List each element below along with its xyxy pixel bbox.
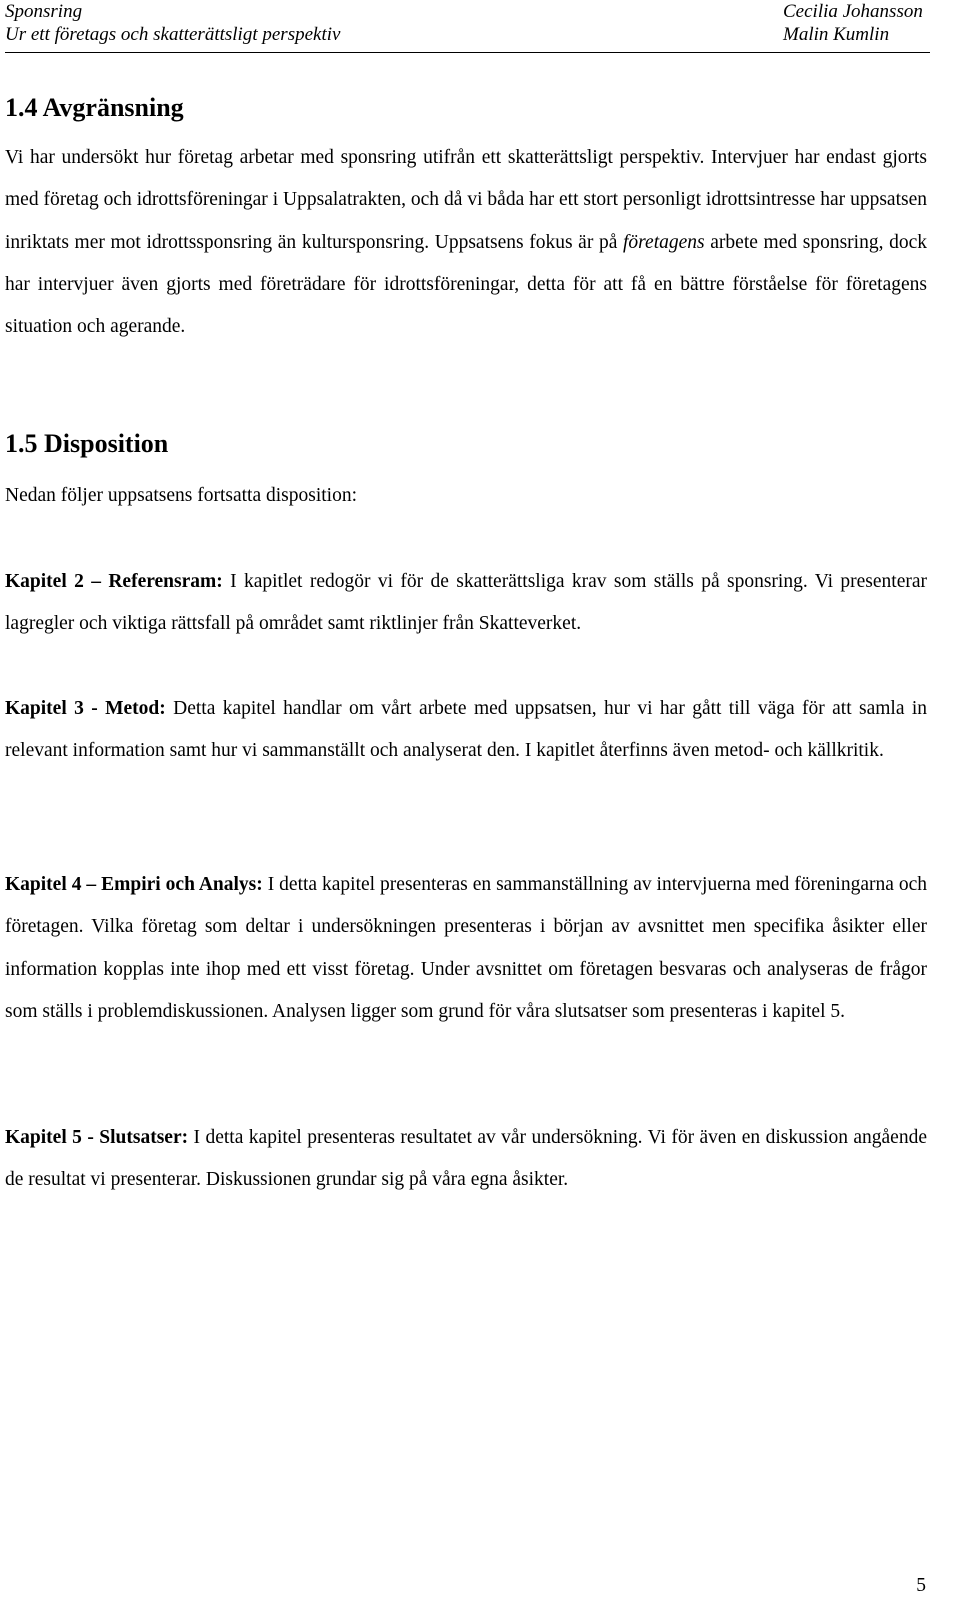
avgransning-text-a: Vi har undersökt hur företag arbetar med sponsring utifrån ett skatterättsligt perspektiv. Intervjuer har endast gjorts med företag och idrottsföreningar i Uppsalatrakten, och då vi båda har ett stort personligt idrottsintresse har uppsatsen inriktats mer mot idrottssponsring än kultursponsring. Uppsatsens fokus är på [5,147,927,253]
chapter-3-text: Detta kapitel handlar om vårt arbete med uppsatsen, hur vi har gått till väga för att samla in relevant information samt hur vi sammanställt och analyserat den. I kapitlet återfinns även metod- och källkritik. [5,698,928,762]
page-header [5,0,930,53]
chapter-2-text: I kapitlet redogör vi för de skatterättsliga krav som ställs på sponsring. Vi presenterar lagregler och viktiga rättsfall på området samt riktlinjer från Skatteverket. [5,571,928,635]
header-left [5,0,340,46]
heading-avgransning: 1.4 Avgränsning [5,93,184,122]
avgransning-emphasis: företagens [623,231,705,253]
chapter-4-label: Kapitel 4 – Empiri och Analys: [5,874,263,895]
chapter-3-label: Kapitel 3 - Metod: [5,698,166,719]
chapter-5-label: Kapitel 5 - Slutsatser: [5,1127,189,1148]
chapter-3-paragraph [5,688,927,773]
header-author-2: Malin Kumlin [783,24,890,45]
chapter-5-text: I detta kapitel presenteras resultatet av vår undersökning. Vi för även en diskussion angående de resultat vi presenterar. Diskussionen grundar sig på våra egna åsikter. [5,1127,927,1191]
page-number: 5 [916,1575,926,1596]
chapter-2-paragraph [5,561,927,646]
chapter-5-paragraph [5,1117,927,1202]
chapter-4-text: I detta kapitel presenteras en sammanställning av intervjuerna med föreningarna och företagen. Vilka företag som deltar i undersökningen presenteras i början av avsnittet men specifika åsikter eller information kopplas inte ihop med ett visst företag. Under avsnittet om företagen besvaras och analyseras de frågor som ställs i problemdiskussionen. Analysen ligger som grund för våra slutsatser som presenteras i kapitel 5. [5,874,927,1022]
header-author-1: Cecilia Johansson [783,1,923,22]
paragraph-avgransning [5,137,927,348]
header-right [783,0,923,46]
heading-disposition: 1.5 Disposition [5,429,169,458]
header-title: Sponsring [5,1,83,22]
avgransning-text-b: arbete med sponsring, dock har intervjuer även gjorts med företrädare för idrottsföreningar, detta för att få en bättre förståelse för företagens situation och agerande. [5,231,927,338]
chapter-4-paragraph [5,864,927,1033]
header-subtitle: Ur ett företags och skatterättsligt perspektiv [5,24,341,45]
chapter-2-label: Kapitel 2 – Referensram: [5,571,223,592]
disposition-intro: Nedan följer uppsatsens fortsatta disposition: [5,485,358,506]
